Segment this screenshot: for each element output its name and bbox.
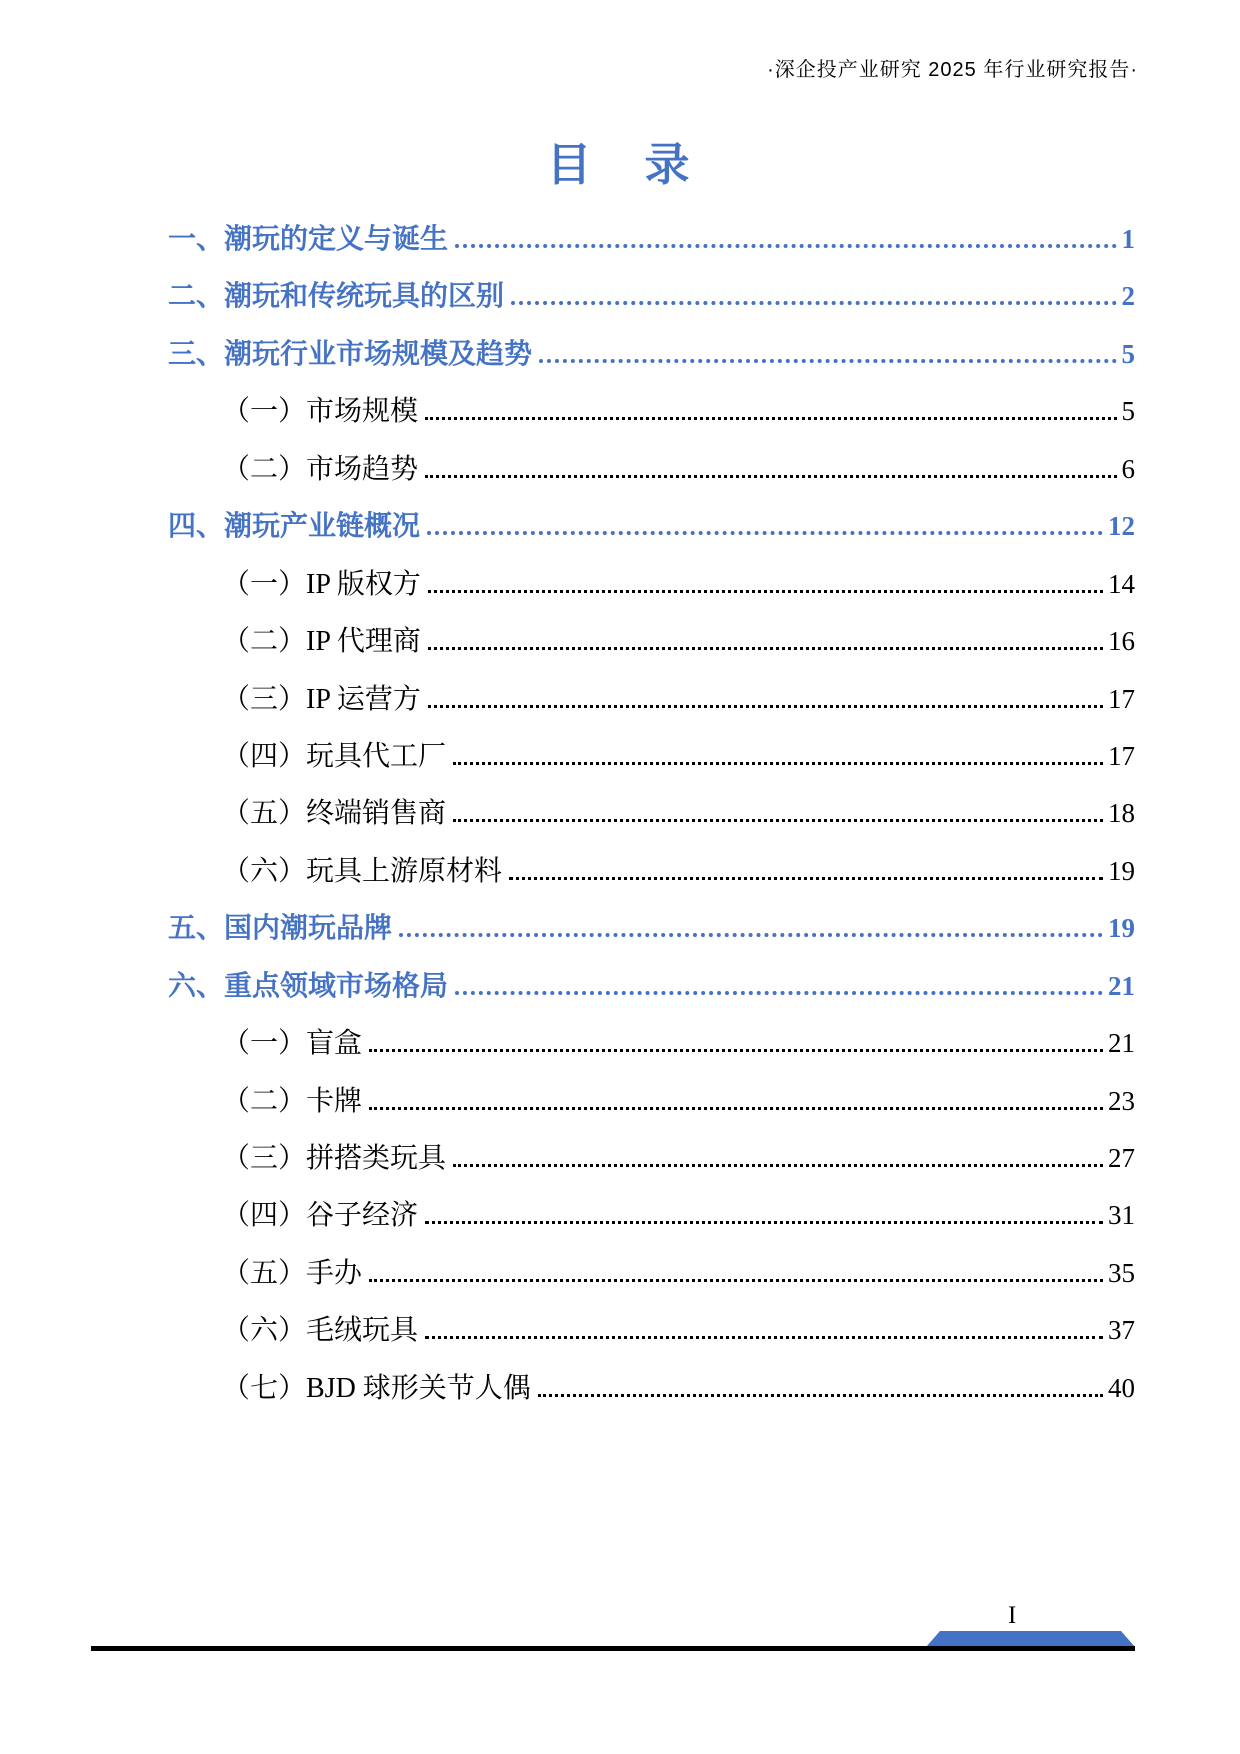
dot-leader [399,933,1103,937]
toc-entry-page: 1 [1121,224,1135,254]
dot-leader [369,1107,1103,1110]
toc-entry-page: 31 [1108,1200,1135,1231]
dot-leader [425,1336,1103,1339]
toc-entry[interactable] [168,1183,1135,1240]
dot-leader [453,762,1103,765]
dot-leader [428,705,1103,708]
toc-entry-page: 5 [1121,396,1135,427]
toc-entry-label: （三）拼搭类玩具 [222,1143,447,1174]
toc-entry-page: 6 [1121,453,1135,484]
dot-leader [428,590,1103,593]
dot-leader [538,1394,1103,1397]
dot-leader [425,417,1116,420]
toc-entry[interactable] [168,264,1135,321]
table-of-contents [168,207,1135,1413]
toc-entry[interactable] [168,896,1135,953]
toc-entry[interactable] [168,1126,1135,1183]
toc-entry[interactable] [168,322,1135,379]
toc-entry-page: 14 [1108,568,1135,599]
dot-leader [453,819,1103,822]
footer-page-number: I [1008,1602,1017,1629]
toc-entry[interactable] [168,1241,1135,1298]
toc-entry-label: （六）毛绒玩具 [222,1315,419,1347]
toc-entry[interactable] [168,954,1135,1011]
dot-leader [428,647,1103,650]
dot-leader [455,991,1103,995]
footer-rule [91,1646,1135,1651]
toc-entry-page: 19 [1108,913,1135,944]
toc-entry[interactable] [168,667,1135,724]
toc-entry-label: （三）IP 运营方 [222,683,421,715]
toc-entry-label: 四、潮玩产业链概况 [168,510,421,542]
toc-entry-label: （一）市场规模 [222,396,419,428]
dot-leader [425,1221,1103,1224]
toc-entry-label: （一）盲盒 [222,1028,363,1060]
toc-entry[interactable] [168,781,1135,838]
page-title: 目 录 [546,139,694,190]
toc-entry[interactable] [168,437,1135,494]
toc-entry-label: （二）IP 代理商 [222,626,421,658]
toc-entry-page: 16 [1108,626,1135,657]
report-header: ·深企投产业研究 2025 年行业研究报告· [767,59,1138,81]
toc-entry[interactable] [168,839,1135,896]
dot-leader [509,877,1103,880]
dot-leader [425,475,1116,478]
dot-leader [427,531,1103,535]
toc-entry-label: （五）终端销售商 [222,798,447,830]
toc-entry[interactable] [168,1011,1135,1068]
toc-entry[interactable] [168,1298,1135,1355]
toc-entry-label: 三、潮玩行业市场规模及趋势 [168,337,533,369]
toc-entry-label: 二、潮玩和传统玩具的区别 [168,280,505,312]
toc-entry[interactable] [168,609,1135,666]
dot-leader [369,1049,1103,1052]
toc-entry[interactable] [168,1356,1135,1413]
toc-entry[interactable] [168,724,1135,781]
toc-entry-page: 17 [1108,740,1135,771]
toc-entry-label: （七）BJD 球形关节人偶 [222,1372,531,1404]
toc-entry-label: （二）市场趋势 [222,453,419,485]
toc-entry-page: 40 [1108,1372,1135,1403]
dot-leader [539,359,1116,363]
toc-entry[interactable] [168,379,1135,436]
toc-entry-label: （一）IP 版权方 [222,568,421,600]
dot-leader [453,1164,1103,1167]
dot-leader [511,301,1116,305]
toc-entry-label: 五、国内潮玩品牌 [168,912,393,944]
toc-entry-page: 35 [1108,1257,1135,1288]
toc-entry-page: 5 [1121,338,1135,369]
toc-entry-label: 六、重点领域市场格局 [168,969,449,1001]
toc-entry-label: 一、潮玩的定义与诞生 [168,223,449,254]
toc-entry-page: 12 [1108,511,1135,542]
toc-entry-label: （四）谷子经济 [222,1200,419,1232]
toc-entry-page: 17 [1108,683,1135,714]
dot-leader [455,244,1116,248]
toc-entry-page: 18 [1108,798,1135,829]
toc-entry[interactable] [168,207,1135,264]
toc-entry-page: 21 [1108,1028,1135,1059]
toc-entry[interactable] [168,552,1135,609]
toc-entry-page: 21 [1108,970,1135,1001]
toc-entry-label: （六）玩具上游原材料 [222,855,503,887]
toc-entry-page: 27 [1108,1143,1135,1173]
footer-accent-shape [926,1631,1135,1647]
dot-leader [369,1279,1103,1282]
toc-entry-label: （二）卡牌 [222,1085,363,1117]
toc-entry-page: 2 [1121,281,1135,312]
toc-entry-page: 23 [1108,1085,1135,1116]
toc-entry[interactable] [168,1069,1135,1126]
toc-entry-page: 37 [1108,1315,1135,1346]
toc-entry[interactable] [168,494,1135,551]
toc-entry-label: （五）手办 [222,1257,363,1289]
toc-entry-label: （四）玩具代工厂 [222,740,447,772]
toc-entry-page: 19 [1108,855,1135,886]
